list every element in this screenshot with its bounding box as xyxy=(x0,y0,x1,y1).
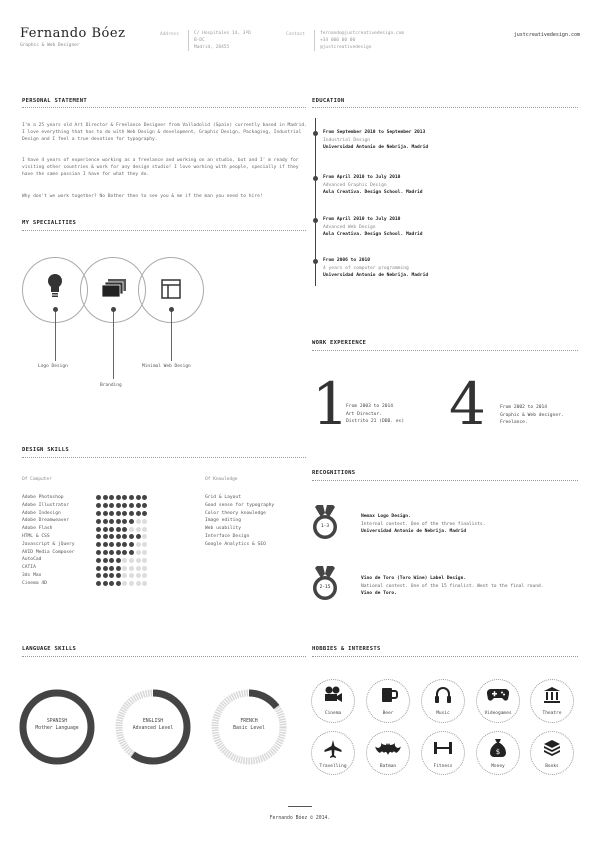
personal-statement-p1: I'm a 25 years old Art Director & Freelance Designer from Valladolid (Spain) currently based in Madrid. I love everything that has to do with Web Design & development, Graphic Design, Packaging, Industrial Design and I feel a true devotion for typography. xyxy=(22,123,307,142)
knowledge-item: Image editing xyxy=(205,518,241,524)
skill-dot xyxy=(122,566,127,571)
address-label: Address xyxy=(160,32,179,37)
skill-dot xyxy=(122,573,127,578)
medal-badge-text: 1-3 xyxy=(320,524,330,529)
pointer-dot xyxy=(169,307,174,312)
skill-dot xyxy=(129,542,134,547)
skill-dot xyxy=(122,542,127,547)
recognition-desc: Internal contest. One of the three finalists. xyxy=(361,521,486,527)
recognition-entry xyxy=(361,513,485,536)
work-role: Graphic & Web designer. xyxy=(500,412,564,418)
hobby-label: Books xyxy=(545,764,559,769)
website-link[interactable]: justcreativedesign.com xyxy=(513,32,580,38)
education-entry xyxy=(323,257,428,280)
speciality-label: Minimal Web Design xyxy=(142,364,191,369)
speciality-label: Logo Design xyxy=(38,364,68,369)
skill-name: 3ds Max xyxy=(22,572,42,578)
skill-dot xyxy=(103,573,108,578)
knowledge-item: Web usability xyxy=(205,526,241,532)
education-school: Aula Creativa. Design School. Madrid xyxy=(323,190,423,195)
education-school: Universidad Antonio de Nebrija. Madrid xyxy=(323,145,429,150)
skill-dot xyxy=(142,503,147,508)
contact-block xyxy=(314,30,404,51)
language-entry xyxy=(214,718,284,732)
skill-dot xyxy=(129,527,134,532)
skill-dots-row xyxy=(96,494,147,502)
hobbies-title: HOBBIES & INTERESTS xyxy=(312,646,381,652)
skill-dot xyxy=(103,527,108,532)
skill-dot xyxy=(96,519,101,524)
skill-dot xyxy=(116,511,121,516)
timeline-dot xyxy=(313,131,318,136)
beer-mug-icon xyxy=(380,686,398,704)
skill-dot xyxy=(116,495,121,500)
skill-dot xyxy=(116,573,121,578)
skill-dot xyxy=(116,581,121,586)
skill-dot xyxy=(136,566,141,571)
skill-dot xyxy=(103,503,108,508)
hobby-label: Cinema xyxy=(324,711,342,716)
skill-dot xyxy=(109,534,114,539)
education-entry xyxy=(323,174,423,197)
skill-dots-row xyxy=(96,572,147,580)
skill-dot xyxy=(129,573,134,578)
skill-dot xyxy=(142,527,147,532)
knowledge-skills-list xyxy=(205,494,305,549)
skill-dots-row xyxy=(96,510,147,518)
skill-name: AVID Media Composer xyxy=(22,549,75,555)
dumbbell-icon xyxy=(432,741,454,755)
language-name: FRENCH xyxy=(240,719,258,724)
education-date: From September 2010 to September 2013 xyxy=(323,130,426,135)
work-company: Distrito 21 (DDB. es) xyxy=(346,419,405,424)
skill-dot xyxy=(136,581,141,586)
skill-dot xyxy=(122,503,127,508)
pointer-line xyxy=(113,309,114,379)
hobby-label: Videogames xyxy=(484,711,512,716)
work-date: From 2002 to 2014 xyxy=(500,405,548,410)
personal-statement-p3: Why don't we work together? No Bother then to see you & me if the man you need to hire! xyxy=(22,194,263,199)
skill-dot xyxy=(103,550,108,555)
work-date: From 2003 to 2014 xyxy=(346,404,394,409)
language-skills-title: LANGUAGE SKILLS xyxy=(22,646,77,652)
skill-dot xyxy=(109,573,114,578)
knowledge-item: Grid & Layout xyxy=(205,495,241,500)
pointer-dot xyxy=(53,307,58,312)
skill-dot xyxy=(129,550,134,555)
skill-dot xyxy=(136,503,141,508)
knowledge-item: Google Analytics & SEO xyxy=(205,541,266,547)
skill-dot xyxy=(103,495,108,500)
language-level: Mother Language xyxy=(35,726,79,731)
skill-dot xyxy=(109,511,114,516)
education-title-text: Advanced Graphic Design xyxy=(323,182,387,188)
skill-dot xyxy=(122,534,127,539)
computer-skills-list xyxy=(22,494,97,588)
recognitions-title: RECOGNITIONS xyxy=(312,470,356,476)
skill-dot xyxy=(96,542,101,547)
skill-name: Adobe Illustrator xyxy=(22,502,70,508)
skill-dot xyxy=(96,550,101,555)
section-divider xyxy=(22,457,306,458)
skill-dot xyxy=(103,519,108,524)
pointer-dot xyxy=(111,307,116,312)
skill-name: Adobe Dreamweaver xyxy=(22,518,70,524)
computer-skills-label: Of Computer xyxy=(22,477,52,482)
recognition-desc: National contest. One of the 15 finalist. Went to the final round. xyxy=(361,583,544,589)
hobby-label: Theatre xyxy=(542,711,562,716)
skill-name: Adobe Indesign xyxy=(22,510,61,516)
skill-dot xyxy=(122,550,127,555)
work-experience-title: WORK EXPERIENCE xyxy=(312,340,367,346)
skill-name: Adobe Flash xyxy=(22,526,53,532)
footer-text: Fernando Bóez © 2014. xyxy=(269,816,331,821)
skill-dot xyxy=(142,495,147,500)
skill-dot xyxy=(96,495,101,500)
skill-dots-row xyxy=(96,556,147,564)
skill-dot xyxy=(116,542,121,547)
timeline-dot xyxy=(313,259,318,264)
skill-dot xyxy=(109,527,114,532)
skill-dot xyxy=(109,566,114,571)
language-level: Advanced Level xyxy=(132,726,174,731)
skill-dot xyxy=(129,558,134,563)
skill-name: Javascript & jQuery xyxy=(22,541,75,547)
education-entry xyxy=(323,216,423,239)
skill-name: CATIA xyxy=(22,565,36,571)
hobby-label: Beer xyxy=(382,711,394,716)
skill-dot xyxy=(136,519,141,524)
money-bag-icon xyxy=(489,738,507,758)
skill-dot xyxy=(142,511,147,516)
recognition-title: Nemax Logo Design. xyxy=(361,514,411,519)
skill-dot xyxy=(96,558,101,563)
skill-dot xyxy=(122,511,127,516)
skill-dot xyxy=(142,542,147,547)
skill-dots-row xyxy=(96,580,147,588)
skill-dot xyxy=(103,534,108,539)
skill-dot xyxy=(136,534,141,539)
skill-dot xyxy=(96,511,101,516)
skill-dot xyxy=(109,495,114,500)
personal-statement-title: PERSONAL STATEMENT xyxy=(22,98,88,104)
skill-dot xyxy=(122,581,127,586)
skill-dot xyxy=(129,519,134,524)
skill-name: Adobe Photoshop xyxy=(22,495,64,500)
skill-dot xyxy=(116,566,121,571)
skill-dot xyxy=(103,558,108,563)
headphones-icon xyxy=(434,686,452,704)
hobby-label: Travelling xyxy=(319,764,347,769)
skill-dot xyxy=(122,519,127,524)
pointer-line xyxy=(55,309,56,361)
skill-dot xyxy=(96,573,101,578)
skill-dots-row xyxy=(96,541,147,549)
skill-dot xyxy=(109,519,114,524)
recognition-entry xyxy=(361,575,544,598)
education-date: From April 2010 to July 2010 xyxy=(323,217,401,222)
language-name: ENGLISH xyxy=(142,719,164,724)
skill-dot xyxy=(122,527,127,532)
hobby-label: Batman xyxy=(379,764,397,769)
section-divider xyxy=(312,350,578,351)
education-title: EDUCATION xyxy=(312,98,345,104)
bat-logo-icon xyxy=(375,743,401,755)
education-school: Universidad Antonio de Nebrija. Madrid xyxy=(323,273,429,278)
recognition-place: Universidad Antonio de Nebrija. Madrid xyxy=(361,529,467,534)
skill-dot xyxy=(96,566,101,571)
work-entry xyxy=(346,403,404,426)
skill-dot xyxy=(103,566,108,571)
skill-dot xyxy=(142,566,147,571)
skill-dots-row xyxy=(96,502,147,510)
section-divider xyxy=(312,107,578,108)
film-camera-icon xyxy=(323,686,343,704)
skill-dots-row xyxy=(96,517,147,525)
skill-dot xyxy=(96,534,101,539)
work-years-number: 1 xyxy=(312,370,349,438)
education-entry xyxy=(323,129,428,152)
skill-dot xyxy=(142,558,147,563)
personal-statement-p2: I have 4 years of experience working as a freelance and working on an studio, but and I' m ready for visiting other countries & work for any design studio! I love working with people, specially if they have the same passion I have for what they do. xyxy=(22,158,299,177)
skill-dot xyxy=(96,527,101,532)
section-divider xyxy=(312,656,578,657)
skill-name: Cinema 4D xyxy=(22,580,47,586)
education-title-text: Advanced Web Design xyxy=(323,224,376,230)
skill-dot xyxy=(109,550,114,555)
education-date: From April 2010 to July 2010 xyxy=(323,175,401,180)
timeline-dot xyxy=(313,176,318,181)
skill-dot xyxy=(96,581,101,586)
hobby-label: Music xyxy=(436,711,450,716)
language-level: Basic Level xyxy=(233,726,265,731)
work-role: Art Director. xyxy=(346,411,382,417)
skill-name: AutoCad xyxy=(22,557,42,563)
address-line: C/ Hospitales 14, 3ºD xyxy=(194,31,251,36)
section-divider xyxy=(22,230,306,231)
skill-level-dots xyxy=(96,494,147,588)
skill-dot xyxy=(136,495,141,500)
skill-dot xyxy=(109,503,114,508)
education-school: Aula Creativa. Design School. Madrid xyxy=(323,232,423,237)
medal-icon xyxy=(311,566,339,602)
recognition-title: Vino de Toro (Toro Wine) Label Design. xyxy=(361,576,467,581)
skill-dot xyxy=(116,503,121,508)
theatre-building-icon xyxy=(543,686,561,704)
lightbulb-icon xyxy=(47,273,63,299)
education-date: From 2006 to 2010 xyxy=(323,258,371,263)
design-skills-title: DESIGN SKILLS xyxy=(22,447,69,453)
stacked-cards-icon xyxy=(101,279,127,299)
contact-handle[interactable]: @justcreativedesign xyxy=(320,45,372,50)
specialities-title: MY SPECIALITIES xyxy=(22,220,77,226)
timeline-dot xyxy=(313,218,318,223)
skill-dot xyxy=(96,503,101,508)
resume-name: Fernando Bóez xyxy=(20,26,126,41)
hobby-label: Fitness xyxy=(433,764,453,769)
skill-dot xyxy=(129,566,134,571)
pointer-line xyxy=(171,309,172,361)
skill-dot xyxy=(136,573,141,578)
skill-dot xyxy=(142,581,147,586)
skill-dot xyxy=(116,558,121,563)
contact-label: Contact xyxy=(286,32,305,37)
address-line: Madrid, 28455 xyxy=(194,45,230,50)
skill-dot xyxy=(103,581,108,586)
contact-email[interactable]: fernando@justcreativedesign.com xyxy=(320,31,404,36)
skill-dot xyxy=(136,542,141,547)
svg-text:$: $ xyxy=(495,748,501,756)
gamepad-icon xyxy=(487,688,509,702)
skill-dot xyxy=(136,511,141,516)
skill-dot xyxy=(142,573,147,578)
knowledge-skills-label: Of Knowledge xyxy=(205,477,238,482)
skill-dot xyxy=(142,534,147,539)
footer-rule xyxy=(288,806,312,807)
knowledge-item: Interface Design xyxy=(205,533,250,539)
education-title-text: Industrial Design xyxy=(323,137,371,143)
language-entry xyxy=(22,718,92,732)
address-block xyxy=(188,30,251,51)
skill-dot xyxy=(116,519,121,524)
skill-name: HTML & CSS xyxy=(22,533,50,539)
knowledge-item: Good sense for typography xyxy=(205,502,275,508)
speciality-label: Branding xyxy=(100,383,122,388)
skill-dots-row xyxy=(96,525,147,533)
skill-dot xyxy=(129,495,134,500)
skill-dot xyxy=(109,581,114,586)
skill-dot xyxy=(129,503,134,508)
work-years-number: 4 xyxy=(449,370,486,438)
skill-dot xyxy=(116,534,121,539)
language-name: SPANISH xyxy=(46,719,68,724)
skill-dot xyxy=(136,550,141,555)
skill-dot xyxy=(129,581,134,586)
skill-dot xyxy=(103,542,108,547)
books-icon xyxy=(543,739,561,757)
section-divider xyxy=(22,107,306,108)
skill-dot xyxy=(109,558,114,563)
section-divider xyxy=(22,656,306,657)
hobby-label: Money xyxy=(491,764,505,769)
airplane-icon xyxy=(323,739,343,759)
address-line: B-DC xyxy=(194,38,205,43)
medal-icon xyxy=(311,505,339,541)
resume-tagline: Graphic & Web Designer xyxy=(20,43,80,48)
skill-dot xyxy=(116,550,121,555)
skill-dot xyxy=(129,534,134,539)
work-company: Freelance. xyxy=(500,420,528,425)
skill-dot xyxy=(103,511,108,516)
work-entry xyxy=(500,404,564,427)
skill-dot xyxy=(122,558,127,563)
language-entry xyxy=(118,718,188,732)
skill-dots-row xyxy=(96,533,147,541)
contact-phone[interactable]: +34 000 00 00 xyxy=(320,38,356,43)
medal-badge-text: 2-15 xyxy=(319,585,331,590)
skill-dot xyxy=(142,519,147,524)
web-layout-icon xyxy=(161,279,181,299)
skill-dot xyxy=(116,527,121,532)
skill-dots-row xyxy=(96,549,147,557)
skill-dot xyxy=(129,511,134,516)
education-title-text: 4 years of computer programming xyxy=(323,265,409,271)
knowledge-item: Color theory knowledge xyxy=(205,510,266,516)
skill-dot xyxy=(122,495,127,500)
skill-dot xyxy=(142,550,147,555)
skill-dot xyxy=(109,542,114,547)
recognition-place: Vino de Toro. xyxy=(361,591,397,596)
skill-dots-row xyxy=(96,564,147,572)
section-divider xyxy=(312,480,578,481)
skill-dot xyxy=(136,527,141,532)
skill-dot xyxy=(136,558,141,563)
